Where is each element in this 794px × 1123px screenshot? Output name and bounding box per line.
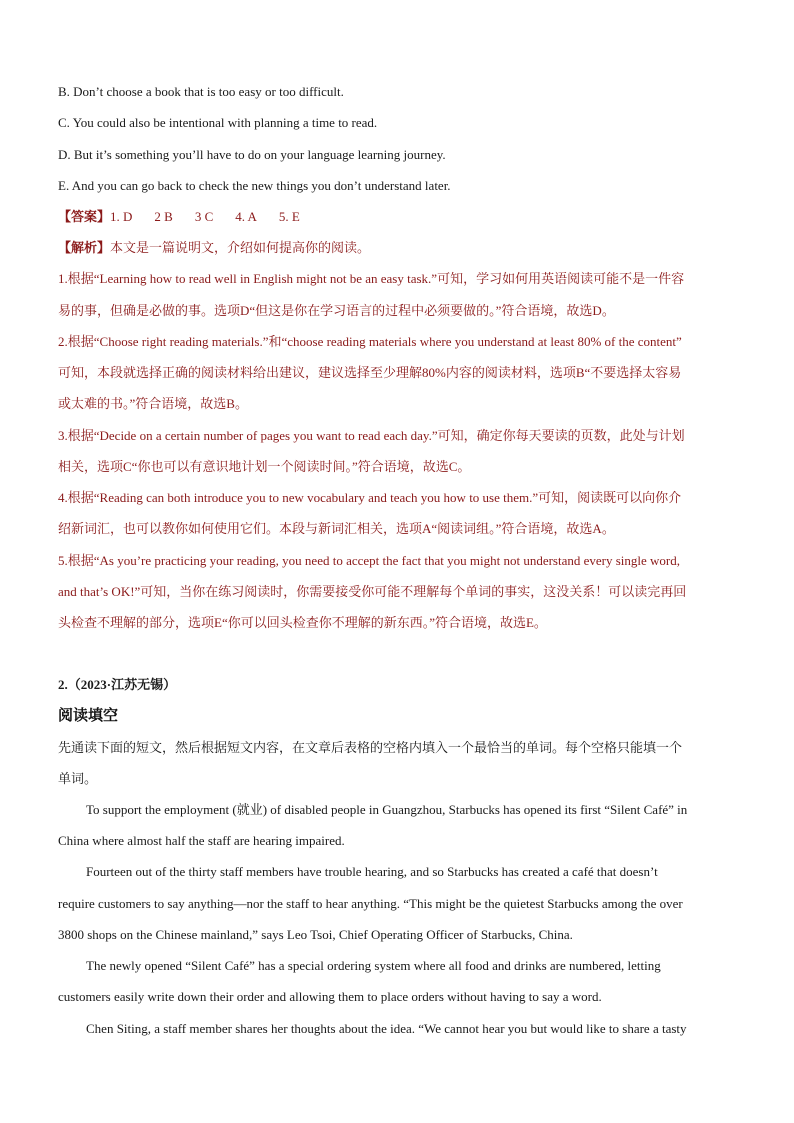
analysis-line: 1.根据“Learning how to read well in English might not be an easy task.”可知，学习如何用英语阅读可能不是一件容 [58, 271, 685, 286]
instructions-line: 单词。 [58, 771, 98, 786]
answer-label: 【答案】 [58, 209, 111, 224]
answer-item: 2 B [154, 209, 173, 224]
analysis-line: 5.根据“As you’re practicing your reading, you need to accept the fact that you might not understand every single word, [58, 553, 681, 568]
answer-line [58, 209, 736, 225]
passage-line: customers easily write down their order and allowing them to place orders without having to say a word. [58, 989, 602, 1004]
passage-line: Chen Siting, a staff member shares her thoughts about the idea. “We cannot hear you but would like to share a tasty [86, 1021, 687, 1036]
analysis-label: 【解析】 [58, 240, 111, 255]
analysis-line: 易的事，但确是必做的事。选项D“但这是你在学习语言的过程中必须要做的。”符合语境，故选D。 [58, 303, 615, 318]
passage-line: require customers to say anything—nor the staff to hear anything. “This might be the quietest Starbucks among the over [58, 896, 683, 911]
option-b: B. Don’t choose a book that is too easy or too difficult. [58, 84, 344, 99]
analysis-line: 绍新词汇，也可以教你如何使用它们。本段与新词汇相关，选项A“阅读词组。”符合语境，故选A。 [58, 521, 615, 536]
passage-line: Fourteen out of the thirty staff members have trouble hearing, and so Starbucks has created a café that doesn’t [86, 864, 658, 879]
analysis-line: 2.根据“Choose right reading materials.”和“choose reading materials where you understand at least 80% of the content” [58, 334, 682, 349]
answer-item: 3 C [194, 209, 214, 224]
passage-line: China where almost half the staff are hearing impaired. [58, 833, 345, 848]
option-d: D. But it’s something you’ll have to do on your language learning journey. [58, 147, 446, 162]
question-header: 2.（2023·江苏无锡） [58, 677, 177, 692]
option-e: E. And you can go back to check the new things you don’t understand later. [58, 178, 451, 193]
passage-line: 3800 shops on the Chinese mainland,” says Leo Tsoi, Chief Operating Officer of Starbucks, China. [58, 927, 573, 942]
answer-item: 5. E [278, 209, 300, 224]
analysis-line: 3.根据“Decide on a certain number of pages you want to read each day.”可知，确定你每天要读的页数，此处与计划 [58, 428, 685, 443]
passage-line: To support the employment (就业) of disabled people in Guangzhou, Starbucks has opened its first “Silent Café” in [86, 802, 688, 817]
answer-item: 1. D [110, 209, 133, 224]
analysis-line: 头检查不理解的部分，选项E“你可以回头检查你不理解的新东西。”符合语境，故选E。 [58, 615, 547, 630]
section-title: 阅读填空 [58, 708, 119, 724]
analysis-intro: 本文是一篇说明文，介绍如何提高你的阅读。 [110, 240, 371, 255]
option-c: C. You could also be intentional with planning a time to read. [58, 115, 378, 130]
analysis-line: 相关，选项C“你也可以有意识地计划一个阅读时间。”符合语境，故选C。 [58, 459, 471, 474]
analysis-intro-line [58, 240, 736, 256]
answer-item: 4. A [235, 209, 257, 224]
analysis-line: 可知，本段就选择正确的阅读材料给出建议，建议选择至少理解80%内容的阅读材料，选项B“不要选择太容易 [58, 365, 682, 380]
analysis-line: 或太难的书。”符合语境，故选B。 [58, 396, 248, 411]
passage-line: The newly opened “Silent Café” has a special ordering system where all food and drinks are numbered, letting [86, 958, 661, 973]
instructions-line: 先通读下面的短文，然后根据短文内容，在文章后表格的空格内填入一个最恰当的单词。每个空格只能填一个 [58, 740, 683, 755]
analysis-line: 4.根据“Reading can both introduce you to new vocabulary and teach you how to use them.”可知，阅读既可以向你介 [58, 490, 682, 505]
analysis-line: and that’s OK!”可知，当你在练习阅读时，你需要接受你可能不理解每个单词的事实，这没关系！可以读完再回 [58, 584, 687, 599]
